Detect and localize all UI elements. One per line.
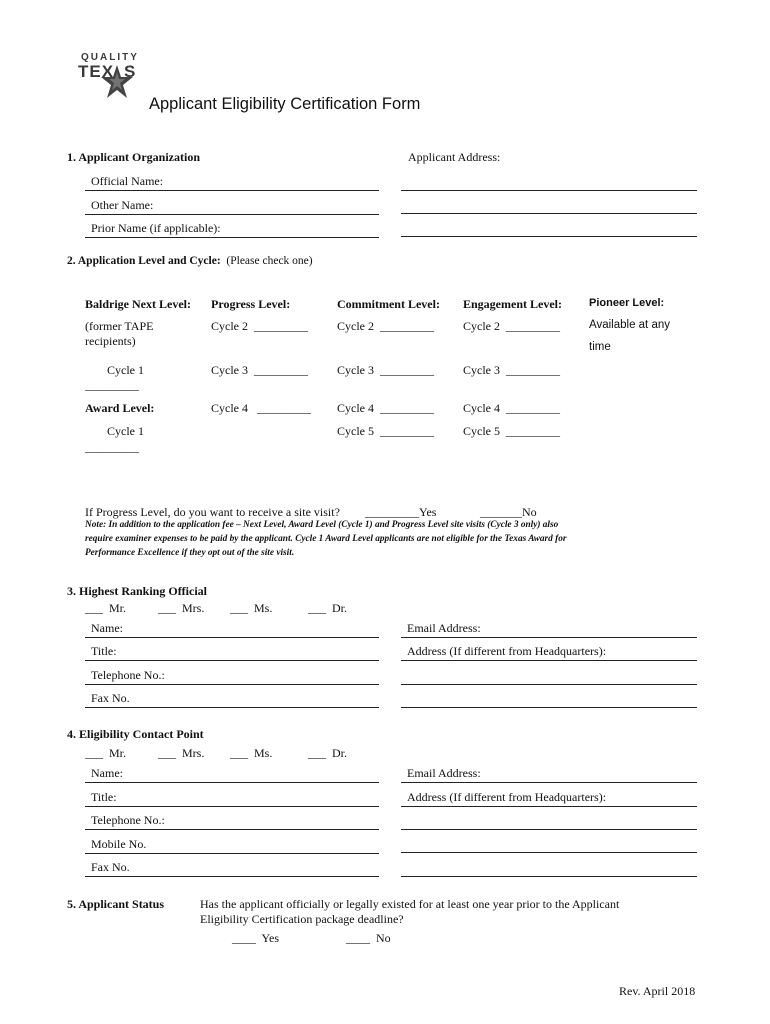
section-5-heading: 5. Applicant Status [67, 897, 165, 911]
engagement-heading: Engagement Level: [463, 297, 562, 311]
pioneer-note-1: Available at any [589, 319, 670, 331]
s3-address-line-2[interactable] [401, 684, 697, 685]
logo-quality-text: QUALITY [81, 52, 139, 63]
status-question-2: Eligibility Certification package deadline? [200, 912, 404, 926]
baldrige-note-2: recipients) [85, 334, 136, 348]
s3-title-mrs[interactable]: ___ Mrs. [158, 601, 205, 615]
page-title: Applicant Eligibility Certification Form [149, 95, 421, 113]
logo-s-text: S [124, 62, 136, 81]
commitment-cycle-2[interactable]: Cycle 2 _________ [337, 319, 434, 333]
s3-address-field[interactable]: Address (If different from Headquarters): [401, 644, 697, 661]
s4-name-field[interactable]: Name: [85, 766, 379, 783]
s4-address-line-2[interactable] [401, 829, 697, 830]
s4-title-mrs[interactable]: ___ Mrs. [158, 746, 205, 760]
address-line-3[interactable] [401, 236, 697, 237]
commitment-cycle-5[interactable]: Cycle 5 _________ [337, 424, 434, 438]
other-name-field[interactable]: Other Name: [85, 198, 379, 215]
commitment-heading: Commitment Level: [337, 297, 440, 311]
section-4-heading: 4. Eligibility Contact Point [67, 727, 204, 741]
engagement-cycle-4[interactable]: Cycle 4 _________ [463, 401, 560, 415]
s4-address-field[interactable]: Address (If different from Headquarters): [401, 790, 697, 807]
s3-address-line-3[interactable] [401, 707, 697, 708]
baldrige-cycle-1[interactable]: Cycle 1 [107, 363, 144, 377]
award-cycle-1-blank[interactable]: _________ [85, 440, 139, 454]
status-yes[interactable]: ____ Yes [232, 931, 280, 945]
s3-telephone-field[interactable]: Telephone No.: [85, 668, 379, 685]
address-line-2[interactable] [401, 213, 697, 214]
quality-texas-logo [74, 50, 144, 106]
progress-heading: Progress Level: [211, 297, 291, 311]
status-no[interactable]: ____ No [346, 931, 391, 945]
s3-name-field[interactable]: Name: [85, 621, 379, 638]
baldrige-heading: Baldrige Next Level: [85, 297, 191, 311]
star-icon [100, 64, 134, 102]
commitment-cycle-3[interactable]: Cycle 3 _________ [337, 363, 434, 377]
award-heading: Award Level: [85, 401, 155, 415]
engagement-cycle-3[interactable]: Cycle 3 _________ [463, 363, 560, 377]
engagement-cycle-2[interactable]: Cycle 2 _________ [463, 319, 560, 333]
revision-date: Rev. April 2018 [619, 984, 696, 998]
s4-title-dr[interactable]: ___ Dr. [308, 746, 347, 760]
progress-cycle-2[interactable]: Cycle 2 _________ [211, 319, 308, 333]
s4-title-ms[interactable]: ___ Ms. [230, 746, 273, 760]
section-1-heading: 1. Applicant Organization [67, 150, 201, 164]
official-name-field[interactable]: Official Name: [85, 174, 379, 191]
section-2-heading: 2. Application Level and Cycle: [67, 255, 221, 267]
baldrige-cycle-1-blank[interactable]: _________ [85, 378, 139, 392]
section-2-heading-row [67, 255, 313, 267]
section-3-heading: 3. Highest Ranking Official [67, 584, 208, 598]
s3-title-ms[interactable]: ___ Ms. [230, 601, 273, 615]
s3-email-field[interactable]: Email Address: [401, 621, 697, 638]
pioneer-note-2: time [589, 341, 611, 353]
award-cycle-1[interactable]: Cycle 1 [107, 424, 144, 438]
site-visit-yes[interactable]: _________Yes [365, 505, 437, 519]
s4-email-field[interactable]: Email Address: [401, 766, 697, 783]
pioneer-heading: Pioneer Level: [589, 297, 665, 309]
note-line-1: Note: In addition to the application fee – Next Level, Award Level (Cycle 1) and Progress Level site visits (Cycle 3 only) also [85, 520, 559, 530]
s3-title-field[interactable]: Title: [85, 644, 379, 661]
s4-address-line-3[interactable] [401, 852, 697, 853]
s3-fax-field[interactable]: Fax No. [85, 691, 379, 708]
site-visit-question: If Progress Level, do you want to receive a site visit? [85, 505, 340, 519]
site-visit-no[interactable]: _______No [480, 505, 537, 519]
status-question-1: Has the applicant officially or legally existed for at least one year prior to the Applicant [200, 897, 620, 911]
s4-title-field[interactable]: Title: [85, 790, 379, 807]
applicant-address-label: Applicant Address: [408, 150, 501, 164]
commitment-cycle-4[interactable]: Cycle 4 _________ [337, 401, 434, 415]
s3-title-mr[interactable]: ___ Mr. [85, 601, 127, 615]
engagement-cycle-5[interactable]: Cycle 5 _________ [463, 424, 560, 438]
prior-name-field[interactable]: Prior Name (if applicable): [85, 221, 379, 238]
note-line-3: Performance Excellence if they opt out of the site visit. [85, 548, 295, 558]
s4-address-line-4[interactable] [401, 876, 697, 877]
s4-title-mr[interactable]: ___ Mr. [85, 746, 127, 760]
progress-cycle-3[interactable]: Cycle 3 _________ [211, 363, 308, 377]
section-2-instruction: (Please check one) [226, 255, 313, 267]
logo-tex-text: TEX [78, 62, 115, 81]
address-line-1[interactable] [401, 190, 697, 191]
s4-mobile-field[interactable]: Mobile No. [85, 837, 379, 854]
s3-title-dr[interactable]: ___ Dr. [308, 601, 347, 615]
progress-cycle-4[interactable]: Cycle 4 _________ [211, 401, 311, 415]
baldrige-note-1: (former TAPE [85, 319, 154, 333]
s4-telephone-field[interactable]: Telephone No.: [85, 813, 379, 830]
s4-fax-field[interactable]: Fax No. [85, 860, 379, 877]
note-line-2: require examiner expenses to be paid by the applicant. Cycle 1 Award Level applicants are not eligible for the Texas Award for [85, 534, 567, 544]
